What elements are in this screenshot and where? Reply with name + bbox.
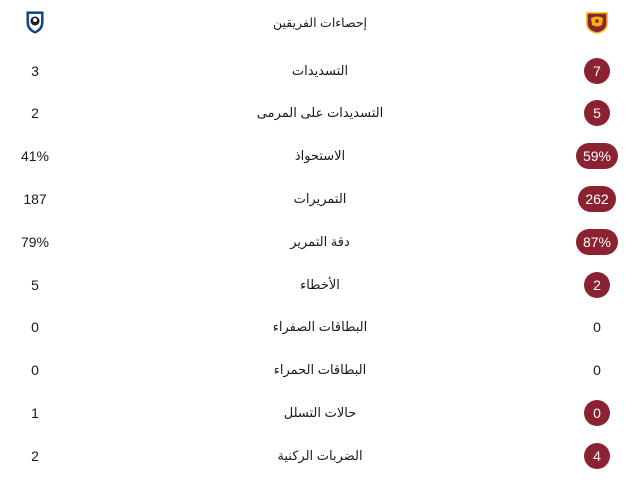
home-stat-cell [554, 391, 640, 434]
stats-title: إحصاءات الفريقين [272, 15, 368, 30]
home-stat-cell [554, 349, 640, 392]
stat-row [0, 434, 640, 477]
stat-row [0, 177, 640, 220]
away-stat-value: 79% [20, 233, 50, 250]
home-stat-cell [554, 135, 640, 178]
home-stat-value: 0 [593, 319, 601, 336]
away-stat-value: 3 [31, 62, 39, 79]
stat-row [0, 391, 640, 434]
stat-row [0, 263, 640, 306]
home-stat-badge: 59% [576, 143, 618, 169]
home-stat-cell [554, 177, 640, 220]
stat-label: البطاقات الصفراء [272, 319, 368, 335]
home-stat-badge: 4 [584, 443, 610, 469]
home-stat-cell [554, 306, 640, 349]
away-stat-value: 5 [31, 276, 39, 293]
stat-row [0, 49, 640, 92]
home-stat-badge: 0 [584, 400, 610, 426]
stat-label: الاستحواذ [294, 148, 346, 164]
away-stat-value: 1 [31, 404, 39, 421]
home-stat-cell [554, 220, 640, 263]
stat-label: الضربات الركنية [277, 447, 363, 463]
stat-row [0, 349, 640, 392]
away-stat-value: 0 [31, 362, 39, 379]
home-stat-badge: 7 [584, 58, 610, 84]
stat-label: البطاقات الحمراء [273, 362, 367, 378]
away-stat-value: 187 [23, 190, 47, 207]
home-stat-cell [554, 434, 640, 477]
home-stat-badge: 2 [584, 272, 610, 298]
stat-row [0, 92, 640, 135]
stat-row [0, 220, 640, 263]
away-stat-value: 2 [31, 447, 39, 464]
stat-label: الأخطاء [300, 276, 340, 292]
away-stat-value: 2 [31, 105, 39, 122]
home-stat-badge: 5 [584, 100, 610, 126]
home-stat-cell [554, 263, 640, 306]
stat-label: حالات التسلل [283, 404, 357, 420]
stats-header [0, 0, 640, 44]
home-stat-badge: 87% [576, 229, 618, 255]
away-stat-value: 0 [31, 319, 39, 336]
roma-crest-icon [586, 10, 608, 39]
stat-row [0, 306, 640, 349]
stat-label: التسديدات على المرمى [256, 105, 384, 121]
atalanta-crest-icon [25, 10, 45, 39]
stat-label: التمريرات [293, 190, 347, 206]
stat-label: دقة التمرير [290, 233, 350, 249]
stat-row [0, 135, 640, 178]
home-stat-cell [554, 49, 640, 92]
home-stat-value: 0 [593, 362, 601, 379]
stat-label: التسديدات [291, 62, 349, 78]
away-stat-value: 41% [20, 148, 50, 165]
home-stat-cell [554, 92, 640, 135]
home-stat-badge: 262 [578, 186, 615, 212]
